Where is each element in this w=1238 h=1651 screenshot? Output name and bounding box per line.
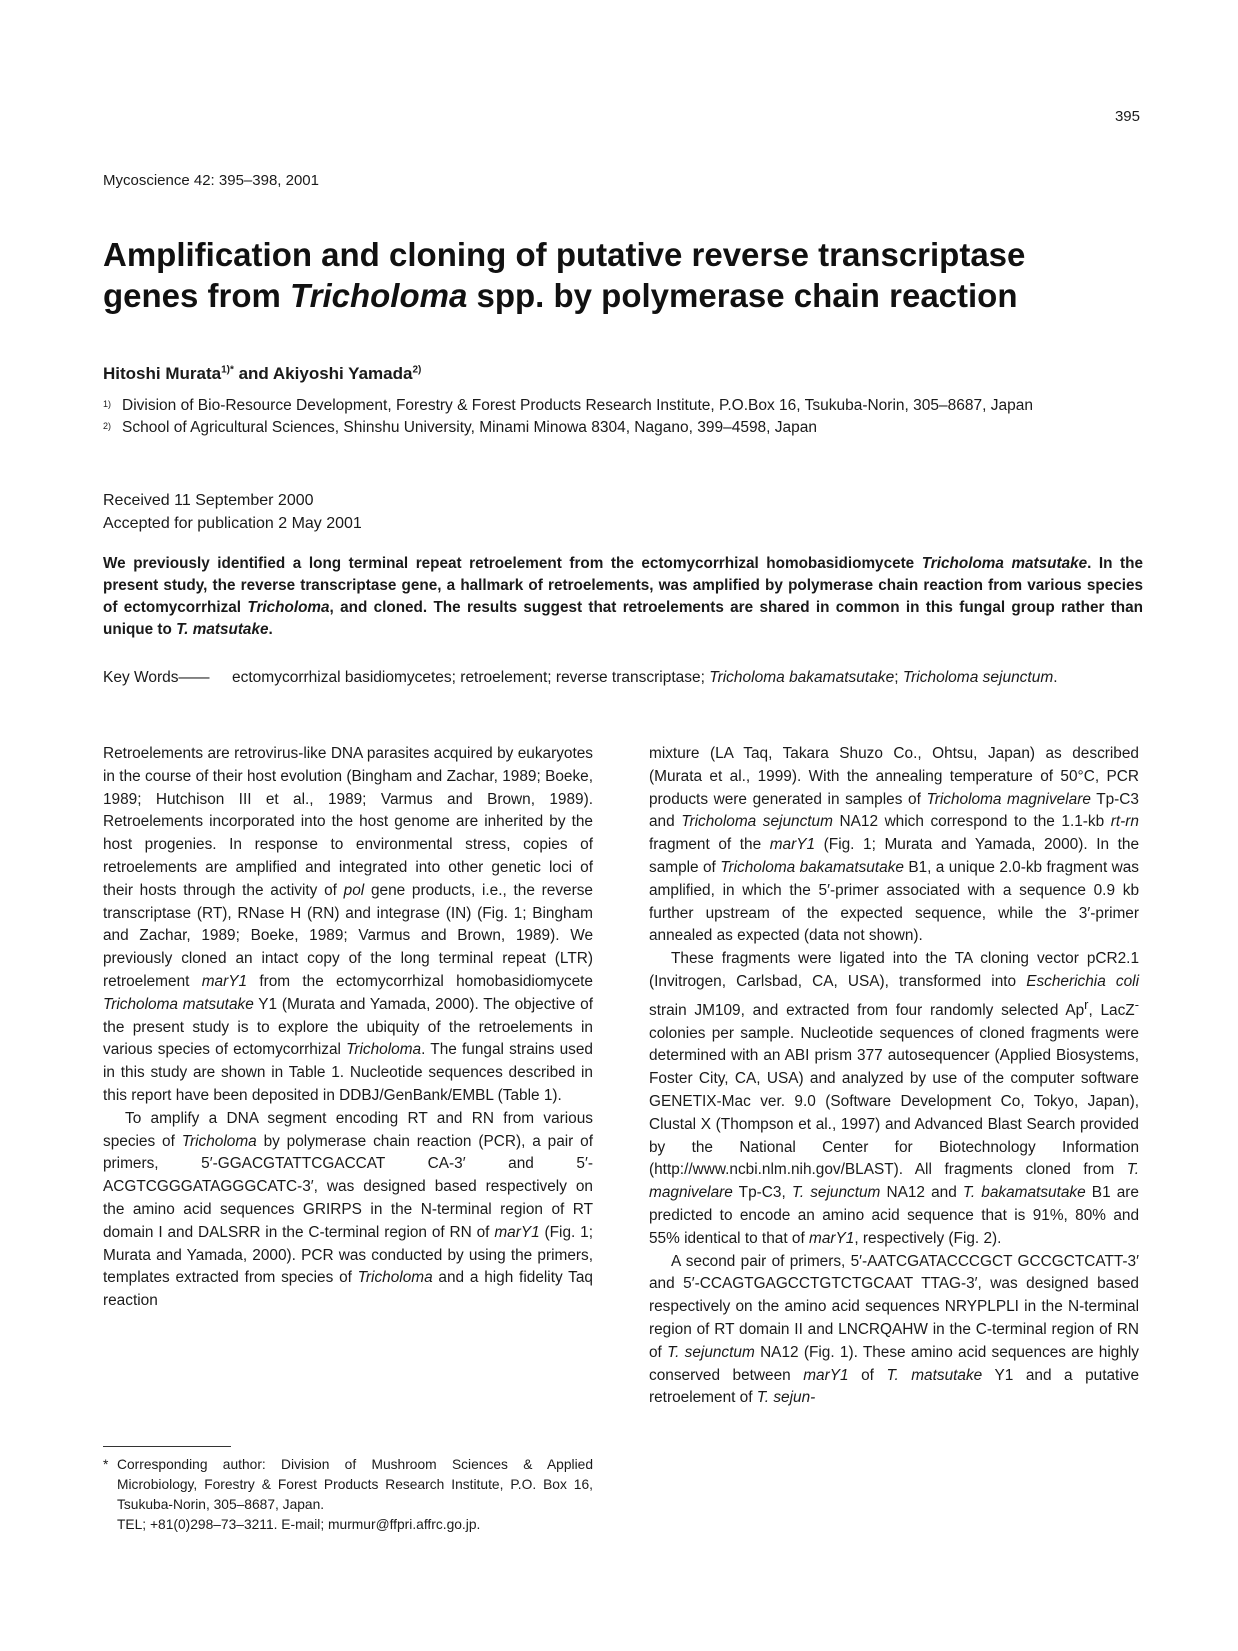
keywords-text: ; <box>894 669 903 686</box>
body-paragraph <box>649 948 1139 1250</box>
body-italic: marY1 <box>769 836 816 854</box>
abstract-italic: Tricholoma <box>247 599 330 616</box>
footnote <box>103 1455 593 1535</box>
body-italic: Tricholoma magnivelare <box>926 790 1091 808</box>
journal-citation: Mycoscience 42: 395–398, 2001 <box>103 172 319 189</box>
body-paragraph <box>103 743 593 1108</box>
body-text: Y1 and a putative retroelement of <box>649 1366 1140 1407</box>
body-paragraph <box>649 1251 1139 1411</box>
body-text: strain JM109, and extracted from four randomly selected Ap <box>649 1001 1085 1019</box>
abstract-italic: T. matsutake <box>176 621 269 638</box>
affiliation-2 <box>103 417 1143 439</box>
received-date: Received 11 September 2000 <box>103 492 314 509</box>
abstract <box>103 553 1143 641</box>
body-italic: Tricholoma matsutake <box>103 995 254 1013</box>
body-text: colonies per sample. Nucleotide sequences of cloned fragments were determined with an ABI prism 377 autosequencer (Applied Biosystems, Foster City, CA, USA) and analyzed by use of the computer software GENETIX-Mac ver. 9.0 (Software Development Co, Tokyo, Japan), Clustal X (Thompson et al., 1997) and Advanced Blast Search provided by the National Center for Biotechnology Information (http://www.ncbi.nlm.nih.gov/BLAST). All fragments cloned from <box>649 1024 1139 1179</box>
body-text: NA12 (Fig. 1). These amino acid sequences are highly conserved between <box>649 1343 1139 1384</box>
body-text: NA12 which correspond to the 1.1-kb <box>832 813 1111 831</box>
body-text: These fragments were ligated into the TA cloning vector pCR2.1 (Invitrogen, Carlsbad, CA, USA), transformed into <box>649 950 1139 990</box>
body-column-right <box>649 743 1139 1410</box>
body-italic: T. matsutake <box>886 1366 983 1384</box>
body-italic: T. magnivelare <box>649 1161 1139 1202</box>
footnote-marker: * <box>103 1457 109 1472</box>
body-italic: marY1 <box>201 972 248 990</box>
title-genus: Tricholoma <box>290 277 468 314</box>
body-text: , LacZ <box>1088 1001 1135 1019</box>
body-text: Tp-C3, <box>732 1184 792 1202</box>
body-text: and a high fidelity Taq reaction <box>103 1269 593 1310</box>
title-line-2b: spp. by polymerase chain reaction <box>467 277 1018 314</box>
body-italic: marY1 <box>809 1229 855 1247</box>
footnote-divider <box>103 1446 231 1447</box>
body-text: gene products, i.e., the reverse transcriptase (RT), RNase H (RN) and integrase (IN) (Fig. 1; Bingham and Zachar, 1989; Boeke, 1989; Varmus and Brown, 1989). We previously cloned an intact copy of the long terminal repeat (LTR) retroelement <box>103 881 593 990</box>
body-text: Y1 (Murata and Yamada, 2000). The objective of the present study is to explore the ubiquity of the retroelements in various species of ectomycorrhizal <box>103 995 593 1059</box>
body-italic: marY1 <box>803 1366 849 1384</box>
body-text: by polymerase chain reaction (PCR), a pair of primers, 5′-GGACGTATTCGACCAT CA-3′ and 5′-ACGTCGGGATAGGGCATC-3′, was designed based respectively on the amino acid sequences GRIRPS in the N-terminal region of RT domain I and DALSRR in the C-terminal region of RN of <box>103 1132 593 1241</box>
body-column-left <box>103 743 593 1313</box>
body-italic: Tricholoma bakamatsutake <box>720 858 904 876</box>
body-text: , respectively (Fig. 2). <box>854 1229 1002 1247</box>
body-superscript: r <box>1084 996 1089 1012</box>
body-italic: Tricholoma <box>181 1132 257 1150</box>
author-conjunction: and <box>233 364 273 383</box>
body-text: (Fig. 1; Murata and Yamada, 2000). PCR was conducted by using the primers, templates extracted from species of <box>103 1223 593 1287</box>
abstract-text: We previously identified a long terminal repeat retroelement from the ectomycorrhizal homobasidiomycete <box>103 555 922 572</box>
abstract-text: . In the present study, the reverse transcriptase gene, a hallmark of retroelements, was amplified by polymerase chain reaction from various species of ectomycorrhizal <box>103 555 1144 616</box>
accepted-date: Accepted for publication 2 May 2001 <box>103 515 362 532</box>
body-text: (Fig. 1; Murata and Yamada, 2000). In the sample of <box>649 836 1140 876</box>
affiliation-2-text: School of Agricultural Sciences, Shinshu University, Minami Minowa 8304, Nagano, 399–4598, Japan <box>122 419 818 436</box>
body-text: . The fungal strains used in this study are shown in Table 1. Nucleotide sequences described in this report have been deposited in DDBJ/GenBank/EMBL (Table 1). <box>103 1041 593 1104</box>
body-text: fragment of the <box>649 836 770 854</box>
body-text: A second pair of primers, 5′-AATCGATACCCGCT GCCGCTCATT-3′ and 5′-CCAGTGAGCCTGTCTGCAAT TTAG-3′, was designed based respectively on the amino acid sequences NRYPLPLI in the N-terminal region of RT domain II and LNCRQAHW in the C-terminal region of RN of <box>649 1252 1139 1361</box>
affiliation-1-text: Division of Bio-Resource Development, Forestry & Forest Products Research Institute, P.O.Box 16, Tsukuba-Norin, 305–8687, Japan <box>122 397 1033 414</box>
keywords-text: ectomycorrhizal basidiomycetes; retroelement; reverse transcriptase; <box>232 669 710 686</box>
body-text: NA12 and <box>880 1184 963 1202</box>
body-paragraph <box>649 743 1139 948</box>
body-text: To amplify a DNA segment encoding RT and RN from various species of <box>103 1109 593 1150</box>
abstract-text: . <box>268 621 273 638</box>
keywords-text: . <box>1053 669 1058 686</box>
body-text: mixture (LA Taq, Takara Shuzo Co., Ohtsu, Japan) as described (Murata et al., 1999). With the annealing temperature of 50°C, PCR products were generated in samples of <box>649 745 1139 808</box>
author-1: Hitoshi Murata <box>103 364 222 383</box>
body-text: Retroelements are retrovirus-like DNA parasites acquired by eukaryotes in the course of their host evolution (Bingham and Zachar, 1989; Boeke, 1989; Hutchison III et al., 1989; Varmus and Brown, 1989). Retroelements incorporated into the host genome are inherited by the host progenies. In response to environmental stress, copies of retroelements are amplified and integrated into other genetic loci of their hosts through the activity of <box>103 745 593 899</box>
keywords <box>103 666 1143 689</box>
body-italic: T. sejunctum <box>667 1343 755 1361</box>
article-dates <box>103 489 362 535</box>
body-text: B1 are predicted to encode an amino acid sequence that is 91%, 80% and 55% identical to that of <box>649 1184 1139 1247</box>
keywords-list <box>232 666 1143 689</box>
body-italic: T. bakamatsutake <box>962 1184 1086 1202</box>
body-text: B1, a unique 2.0-kb fragment was amplified, in which the 5′-primer associated with a sequence 0.9 kb further upstream of the expected sequence, while the 3′-primer annealed as expected (data not shown). <box>649 858 1139 945</box>
affiliations <box>103 395 1143 439</box>
body-italic: Tricholoma <box>357 1269 433 1287</box>
body-italic: Tricholoma <box>346 1041 422 1059</box>
body-italic: T. sejunctum <box>791 1184 881 1202</box>
body-italic: marY1 <box>494 1223 540 1241</box>
page-number: 395 <box>1114 108 1140 125</box>
body-text: of <box>848 1366 887 1384</box>
body-italic: Escherichia coli <box>1026 972 1139 990</box>
affiliation-2-marker: 2) <box>103 421 112 431</box>
keywords-italic: Tricholoma bakamatsutake <box>709 669 895 686</box>
body-superscript: - <box>1134 996 1139 1012</box>
affiliation-1 <box>103 395 1143 417</box>
author-2: Akiyoshi Yamada <box>272 364 413 383</box>
abstract-text: , and cloned. The results suggest that retroelements are shared in common in this fungal group rather than unique to <box>103 599 1144 638</box>
article-title <box>103 234 1143 316</box>
body-paragraph <box>103 1108 593 1313</box>
footnote-text: Corresponding author: Division of Mushroom Sciences & Applied Microbiology, Forestry & Forest Products Research Institute, P.O. Box 16, Tsukuba-Norin, 305–8687, Japan. <box>117 1457 593 1512</box>
footnote-entry <box>103 1455 593 1535</box>
title-line-1: Amplification and cloning of putative reverse transcriptase <box>103 236 1026 273</box>
body-italic: T. sejun- <box>756 1389 816 1407</box>
body-italic: rt-rn <box>1110 813 1139 831</box>
body-text: from the ectomycorrhizal homobasidiomycete <box>247 972 593 990</box>
abstract-italic: Tricholoma matsutake <box>921 555 1088 572</box>
footnote-contact: TEL; +81(0)298–73–3211. E-mail; murmur@ffpri.affrc.go.jp. <box>117 1517 481 1532</box>
body-italic: pol <box>343 881 365 899</box>
affiliation-1-marker: 1) <box>103 399 112 409</box>
body-text: Tp-C3 and <box>649 790 1139 831</box>
body-italic: Tricholoma sejunctum <box>681 813 833 831</box>
author-1-marker: 1)* <box>221 364 234 376</box>
author-2-marker: 2) <box>412 364 422 376</box>
keywords-italic: Tricholoma sejunctum <box>902 669 1054 686</box>
keywords-label: Key Words—— <box>103 669 210 686</box>
author-line <box>103 364 421 384</box>
title-line-2a: genes from <box>103 277 291 314</box>
